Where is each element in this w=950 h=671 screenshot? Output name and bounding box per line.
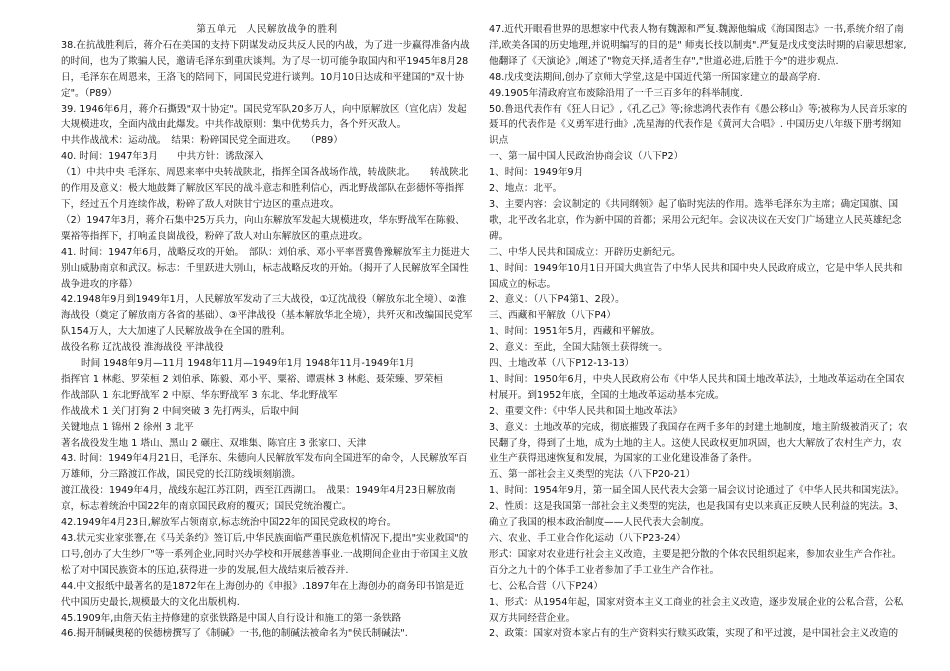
paragraph: 形式：国家对农业进行社会主义改造，主要是把分散的个体农民组织起来，参加农业生产合作社。百分之九十的个体手工业者参加了手工业生产合作社。 [489,548,902,576]
paragraph: 48.戊戌变法期间,创办了京师大学堂,这是中国近代第一所国家建立的最高学府. [489,71,821,83]
section-heading: 七、公私合营（八下P24） [489,580,603,592]
paragraph: 47.近代开眼看世界的思想家中代表人物有魏源和严复.魏源他编成《海国图志》一书,系统介绍了南洋,欧美各国的历史地理,并说明编写的目的是" 师夷长技以制夷".严复是戊戌变法时期的启蒙思想家,他翻译了《天演论》,阐述了"物竞天择,适者生存","世道必进,后胜于今"的进步观点. [489,24,907,67]
section-heading: 五、第一部社会主义类型的宪法（八下P20-21） [489,469,696,481]
section-heading: 四、土地改革（八下P12-13-13） [489,358,635,370]
paragraph: 2、政策：国家对资本家占有的生产资料实行赎买政策，实现了和平过渡，是中国社会主义改造的 [489,628,899,640]
paragraph: 3、意义：土地改革的完成，彻底摧毁了我国存在两千多年的封建土地制度，地主阶级被消灭了；农民翻了身，得到了土地，成为土地的主人。这使人民政权更加巩固，也大大解放了农村生产力，农业生产获得迅速恢复和发展，为国家的工业化建设准备了条件。 [489,421,908,465]
paragraph: 2、意义：（八下P4第1、2段）。 [489,294,625,306]
paragraph: 3、主要内容：会议制定的《共同纲领》起了临时宪法的作用。选举毛泽东为主席；确定国旗、国歌，北平改名北京，作为新中国的首都；采用公元纪年。会议决议在天安门广场建立人民英雄纪念碑。 [489,198,902,242]
paragraph: 44.中文报纸中最著名的是1872年在上海创办的《申报》.1897年在上海创办的商务印书馆是近代中国历史最长,规模最大的文化出版机构. [61,580,464,608]
paragraph: 1、时间：1950年6月，中央人民政府公布《中华人民共和国土地改革法》，土地改革运动在全国农村展开。到1952年底，全国的土地改革运动基本完成。 [489,373,905,401]
paragraph: 2、重要文件：《中华人民共和国土地改革法》 [489,405,683,417]
section-heading: 六、农业、手工业合作化运动（八下P23-24） [489,533,686,544]
paragraph: 2、性质：这是我国第一部社会主义类型的宪法，也是我国有史以来真正反映人民利益的宪法。3、确立了我国的根本政治制度——人民代表大会制度。 [489,501,905,529]
battle-table-row: 指挥官 1 林彪、罗荣桓 2 刘伯承、陈毅、邓小平、粟裕、谭震林 3 林彪、聂荣臻、罗荣桓 [61,373,443,385]
paragraph: （1）中共中央 毛泽东、周恩来率中央转战陕北，指挥全国各战场作战，转战陕北。 转战陕北的作用及意义：极大地鼓舞了解放区军民的战斗意志和胜利信心，西北野战部队在彭德怀等指挥下，经过五个月连续作战，粉碎了敌人对陕甘宁边区的重点进攻。 [61,167,469,210]
paragraph: （2）1947年3月，蒋介石集中25万兵力，向山东解放军发起大规模进攻，华东野战军在陈毅、粟裕等指挥下，打响孟良崮战役，粉碎了敌人对山东解放区的重点进攻。 [61,214,465,242]
section-heading: 一、第一届中国人民政治协商会议（八下P2） [489,151,684,163]
paragraph: 50.鲁迅代表作有《狂人日记》,《孔乙己》等;徐悲鸿代表作有《愚公移山》等;被称为人民音乐家的聂耳的代表作是《义勇军进行曲》,冼星海的代表作是《黄河大合唱》. 中国历史八年级下册考纲知识点 [489,103,908,147]
paragraph: 43. 时间：1949年4月21日，毛泽东、朱德向人民解放军发布向全国进军的命令，人民解放军百万雄师，分三路渡江作战，国民党的长江防线顷刻崩溃。 [61,453,468,481]
paragraph: 49.1905年清政府宣布废除沿用了一千三百多年的科举制度. [489,87,743,99]
paragraph: 40. 时间：1947年3月 中共方针：诱敌深入 [61,151,264,163]
paragraph: 1、形式：从1954年起，国家对资本主义工商业的社会主义改造，逐步发展企业的公私合营，公私双方共同经营企业。 [489,596,904,624]
battle-table-row: 战役名称 辽沈战役 淮海战役 平津战役 [61,342,224,354]
battle-table-row: 关键地点 1 锦州 2 徐州 3 北平 [61,421,194,433]
paragraph: 2、地点：北平。 [489,183,563,195]
paragraph: 中共作战战术：运动战。 结果：粉碎国民党全面进攻。 （P89） [61,135,343,147]
paragraph: 42.1948年9月到1949年1月，人民解放军发动了三大战役，①辽沈战役（解放东北全境）、②淮海战役（奠定了解放南方各省的基础）、③平津战役（基本解放华北全境），共歼灭和改编国民党军队154万人，大大加速了人民解放战争在全国的胜利。 [61,294,473,338]
paragraph: 46.揭开制碱奥秘的侯德榜撰写了《制碱》一书,他的制碱法被命名为"侯氏制碱法". [61,628,408,640]
battle-table-row: 著名战役发生地 1 塔山、黑山 2 碾庄、双堆集、陈官庄 3 张家口、天津 [61,437,367,449]
paragraph: 45.1909年,由詹天佑主持修建的京张铁路是中国人自行设计和施工的第一条铁路 [61,612,402,624]
paragraph: 42.1949年4月23日,解放军占领南京,标志统治中国22年的国民党政权的垮台。 [61,517,397,529]
paragraph: 38.在抗战胜利后，蒋介石在美国的支持下阴谋发动反共反人民的内战，为了进一步赢得准备内战的时间，也为了欺骗人民，邀请毛泽东到重庆谈判。为了尽一切可能争取国内和平1945年8月28日，毛泽东在周恩来，王洛飞的陪同下，同国民党进行谈判。10月10日达成和平建国的"双十协定"。（P89） [61,39,470,99]
paragraph: 41. 时间：1947年6月，战略反攻的开始。 部队：刘伯承、邓小平率晋冀鲁豫解放军主力挺进大别山威胁南京和武汉。标志：千里跃进大别山，标志战略反攻的开始。（揭开了人民解放军全国性战争进攻的序幕） [61,246,470,290]
battle-table-row: 作战部队 1 东北野战军 2 中原、华东野战军 3 东北、华北野战军 [61,389,338,401]
battle-table-row: 时间 1948年9月—11月 1948年11月—1949年1月 1948年11月-1949年1月 [81,358,415,370]
paragraph: 渡江战役：1949年4月，战线东起江苏江阴，西至江西湖口。 战果：1949年4月23日解放南京，标志着统治中国22年的南京国民政府的覆灭；国民党统治覆亡。 [61,485,456,513]
paragraph: 39. 1946年6月，蒋介石撕毁"双十协定"。国民党军队20多万人，向中原解放区（宣化店）发起大规模进攻，全面内战由此爆发。中共作战原则：集中优势兵力，各个歼灭敌人。 [61,103,467,131]
left-column [61,22,473,642]
unit-title: 第五单元 人民解放战争的胜利 [196,24,338,35]
paragraph: 1、时间：1951年5月，西藏和平解放。 [489,326,660,338]
section-heading: 三、西藏和平解放（八下P4） [489,310,617,322]
paragraph: 2、意义：至此，全国大陆领土获得统一。 [489,342,668,354]
right-column [489,22,909,642]
paragraph: 43.状元实业家张謇,在《马关条约》签订后,中华民族面临严重民族危机情况下,提出"实业救国"的口号,创办了大生纱厂"等一系列企业,同时兴办学校和开展慈善事业.一战期间企业由于帝国主义放松了对中国民族资本的压迫,获得进一步的发展,但大战结束后被吞并. [61,533,469,576]
paragraph: 1、时间：1949年10月1日开国大典宣告了中华人民共和国中央人民政府成立，它是中华人民共和国成立的标志。 [489,262,903,290]
section-heading: 二、中华人民共和国成立：开辟历史新纪元。 [489,246,681,258]
paragraph: 1、时间：1954年9月，第一届全国人民代表大会第一届会议讨论通过了《中华人民共和国宪法》。 [489,485,905,497]
paragraph: 1、时间：1949年9月 [489,167,584,179]
battle-table-row: 作战战术 1 关门打狗 2 中间突破 3 先打两头，后取中间 [61,405,300,417]
